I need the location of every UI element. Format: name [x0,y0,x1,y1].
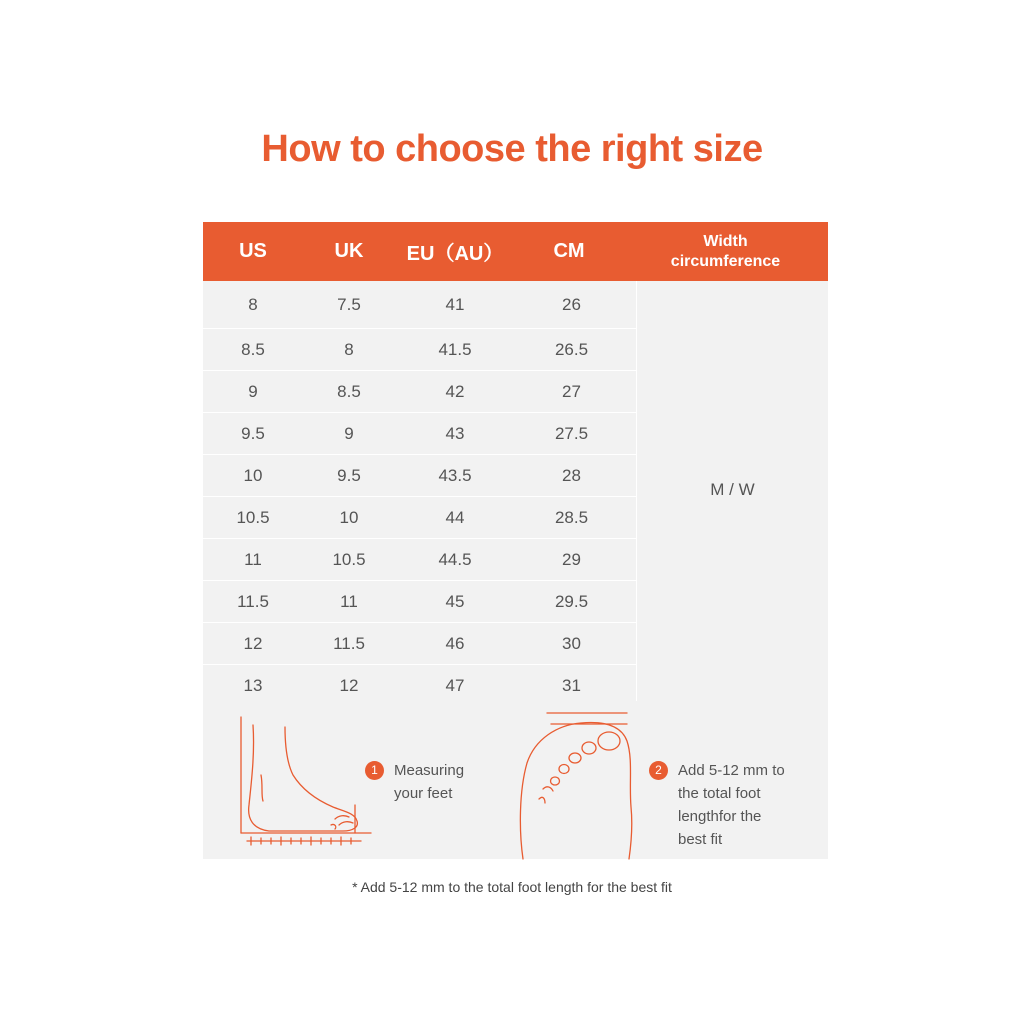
step-2-line: the total foot [678,785,761,802]
header-us: US [239,240,267,262]
cell-uk: 12 [339,675,359,695]
cell-uk: 10 [339,507,359,527]
table-row [203,412,636,454]
table-row [203,496,636,538]
step-1 [365,759,464,805]
header-width-line2: circumference [670,252,781,270]
table-row [203,370,636,412]
cell-uk: 11.5 [333,633,365,653]
foot-top-outline-icon [517,711,647,861]
header-uk: UK [334,240,364,262]
cell-us: 10.5 [236,507,270,527]
table-row [203,454,636,496]
cell-uk: 9.5 [337,465,361,485]
table-row [203,580,636,622]
measuring-guide [203,701,828,859]
cell-eu: 44 [445,507,465,527]
cell-uk: 11 [340,591,358,611]
cell-us: 13 [243,675,263,695]
step-1-line: your feet [394,785,453,802]
header-eu-au: EU（AU） [406,243,504,265]
cell-eu: 41.5 [438,339,472,359]
cell-eu: 47 [445,675,465,695]
cell-eu: 46 [445,633,465,653]
cell-eu: 42 [445,381,465,401]
cell-eu: 44.5 [438,549,472,569]
cell-eu: 43.5 [438,465,472,485]
cell-us: 10 [243,465,263,485]
width-value: M / W [710,479,755,499]
size-rows [203,281,637,706]
page-title: How to choose the right size [261,128,763,170]
cell-cm: 29.5 [554,591,589,611]
cell-eu: 45 [445,591,465,611]
size-chart-table [203,222,828,706]
cell-cm: 27 [562,381,581,401]
table-row [203,664,636,706]
cell-uk: 8 [344,339,354,359]
step-2-text [678,759,785,851]
cell-uk: 9 [344,423,354,443]
cell-us: 8.5 [241,339,265,359]
table-row [203,328,636,370]
table-row [203,538,636,580]
step-2-line: Add 5-12 mm to [678,762,785,779]
step-1-badge: 1 [365,761,384,780]
footnote: * Add 5-12 mm to the total foot length for the best fit [352,879,672,895]
header-cm: CM [553,240,585,262]
cell-uk: 7.5 [337,294,361,314]
header-width-circumference [623,222,828,281]
step-2-line: lengthfor the [678,808,762,825]
step-2-badge: 2 [649,761,668,780]
cell-cm: 26 [562,294,581,314]
table-row [203,281,636,328]
cell-us: 9 [248,381,258,401]
step-2 [649,759,785,851]
cell-uk: 8.5 [337,381,361,401]
cell-cm: 30 [562,633,581,653]
table-body [203,281,828,706]
table-row [203,622,636,664]
cell-us: 8 [248,294,258,314]
cell-us: 12 [243,633,263,653]
cell-cm: 28 [562,465,581,485]
cell-eu: 41 [445,294,465,314]
step-1-text [394,759,464,805]
cell-uk: 10.5 [332,549,366,569]
cell-cm: 28.5 [554,507,589,527]
header-width-line1: Width [703,232,748,250]
step-1-line: Measuring [394,762,465,779]
cell-cm: 31 [562,675,581,695]
cell-cm: 29 [562,549,581,569]
cell-us: 9.5 [241,423,265,443]
step-2-line: best fit [678,831,723,848]
cell-eu: 43 [445,423,465,443]
cell-us: 11 [244,549,262,569]
cell-cm: 27.5 [554,423,589,443]
table-header [203,222,828,281]
cell-us: 11.5 [237,591,269,611]
cell-cm: 26.5 [554,339,589,359]
